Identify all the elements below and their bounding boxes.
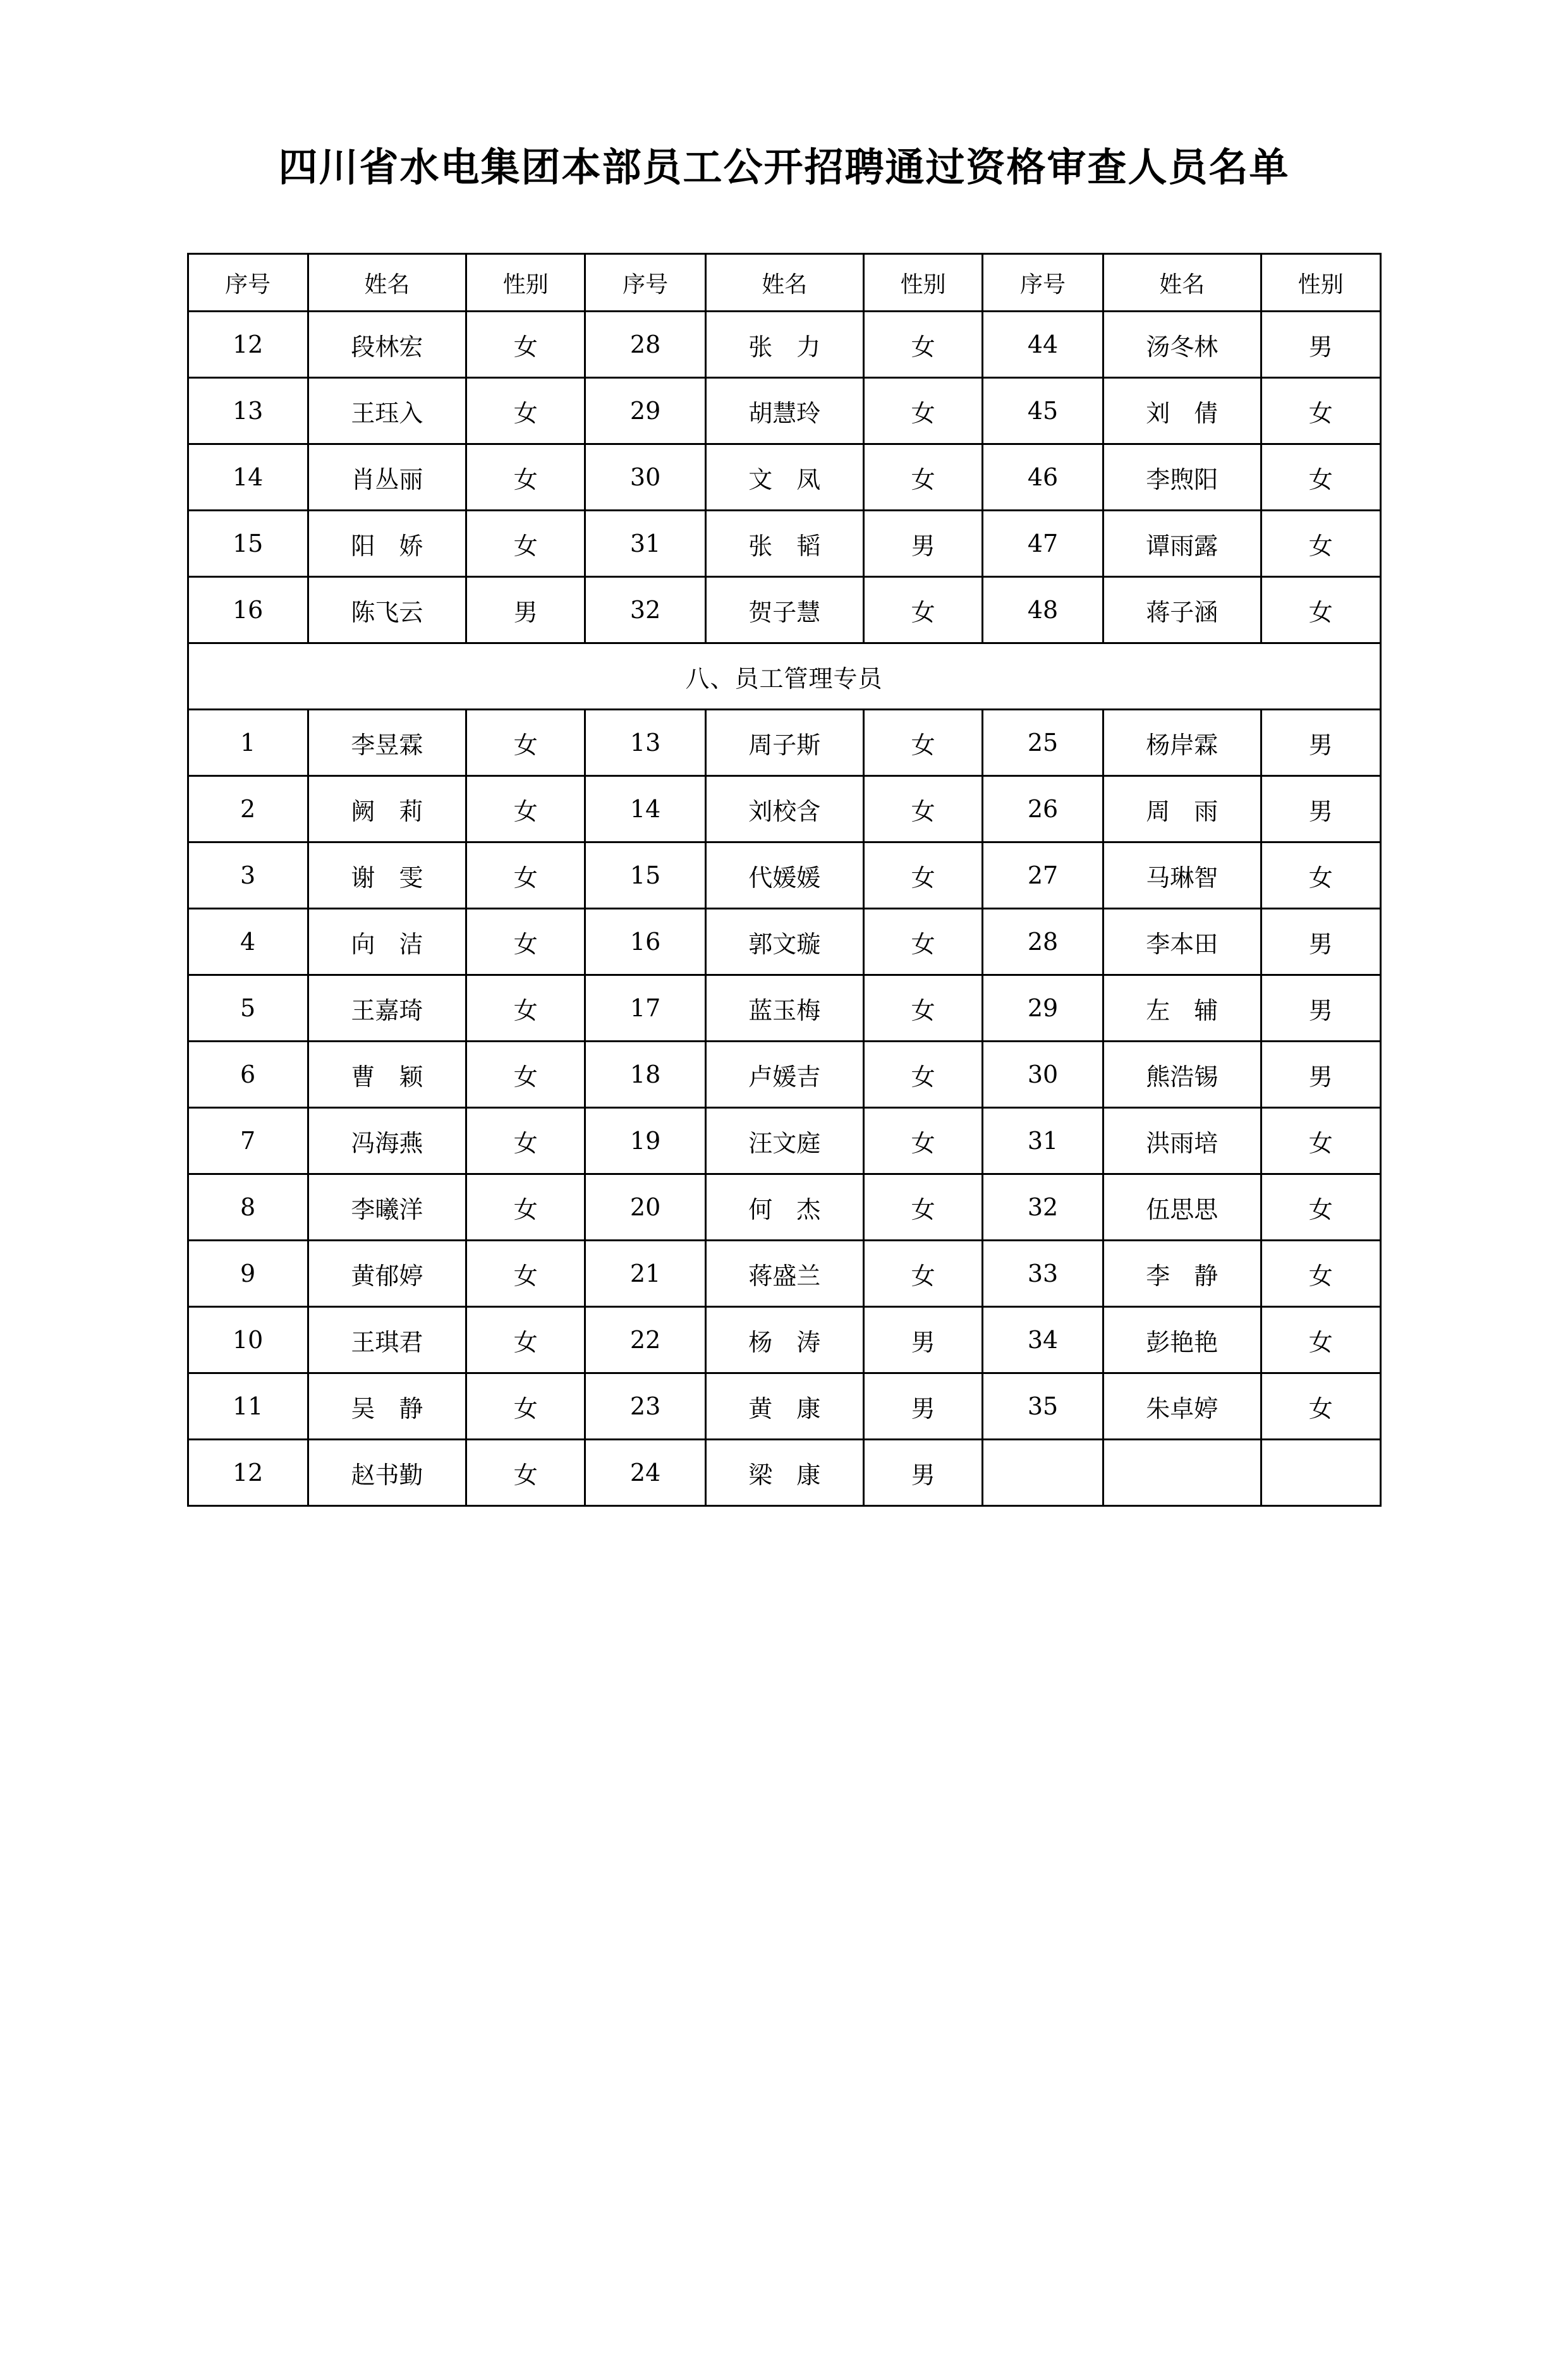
column-header-seq-1: 序号: [188, 254, 308, 312]
cell-sex: 女: [466, 1174, 585, 1241]
cell-sex: 女: [863, 577, 983, 643]
cell-sex: 女: [466, 378, 585, 444]
column-header-name-1: 姓名: [308, 254, 466, 312]
cell-seq: 25: [983, 710, 1103, 776]
table-row: [188, 511, 1380, 577]
cell-seq: 26: [983, 776, 1103, 842]
cell-seq: 16: [188, 577, 308, 643]
cell-name: 代媛媛: [705, 842, 863, 909]
cell-sex: 男: [863, 1440, 983, 1506]
cell-seq: 1: [188, 710, 308, 776]
cell-seq: 5: [188, 975, 308, 1042]
cell-seq: 28: [983, 909, 1103, 975]
cell-name: 何 杰: [705, 1174, 863, 1241]
cell-seq: 6: [188, 1042, 308, 1108]
cell-seq: 3: [188, 842, 308, 909]
cell-seq: 10: [188, 1307, 308, 1373]
cell-seq: 24: [585, 1440, 705, 1506]
cell-sex: 女: [863, 312, 983, 378]
cell-seq: 15: [188, 511, 308, 577]
cell-name: 黄郁婷: [308, 1241, 466, 1307]
cell-seq: 13: [188, 378, 308, 444]
table-row: [188, 975, 1380, 1042]
cell-name: 赵书勤: [308, 1440, 466, 1506]
cell-name: 刘 倩: [1103, 378, 1261, 444]
table-row: [188, 1108, 1380, 1174]
cell-name: 吴 静: [308, 1373, 466, 1440]
cell-sex: 女: [863, 444, 983, 511]
cell-name: 黄 康: [705, 1373, 863, 1440]
roster-table: [187, 253, 1382, 1507]
table-row: [188, 378, 1380, 444]
cell-sex: 女: [466, 1307, 585, 1373]
cell-sex: 女: [466, 1440, 585, 1506]
cell-seq: 30: [983, 1042, 1103, 1108]
cell-seq: 4: [188, 909, 308, 975]
cell-seq: 8: [188, 1174, 308, 1241]
cell-seq: 15: [585, 842, 705, 909]
cell-seq: 33: [983, 1241, 1103, 1307]
table-header: [188, 254, 1380, 312]
cell-sex: 女: [863, 1241, 983, 1307]
cell-sex: 男: [863, 1373, 983, 1440]
cell-name: 肖丛丽: [308, 444, 466, 511]
cell-name: 李煦阳: [1103, 444, 1261, 511]
cell-sex: 男: [1261, 1042, 1380, 1108]
cell-name: 陈飞云: [308, 577, 466, 643]
cell-sex: 女: [1261, 1241, 1380, 1307]
cell-name: 熊浩锡: [1103, 1042, 1261, 1108]
roster-table-container: [187, 253, 1382, 1507]
cell-sex: 女: [1261, 1108, 1380, 1174]
cell-name: 李曦洋: [308, 1174, 466, 1241]
cell-sex: 女: [466, 1373, 585, 1440]
column-header-seq-2: 序号: [585, 254, 705, 312]
cell-seq: 27: [983, 842, 1103, 909]
cell-sex: 男: [863, 511, 983, 577]
cell-name: 周 雨: [1103, 776, 1261, 842]
cell-sex: 女: [1261, 444, 1380, 511]
column-header-sex-1: 性别: [466, 254, 585, 312]
cell-sex: 女: [863, 776, 983, 842]
table-row: [188, 1440, 1380, 1506]
cell-sex: 女: [1261, 1174, 1380, 1241]
cell-seq: 17: [585, 975, 705, 1042]
cell-seq: 21: [585, 1241, 705, 1307]
cell-seq: 23: [585, 1373, 705, 1440]
table-row: [188, 312, 1380, 378]
cell-name-empty: [1103, 1440, 1261, 1506]
cell-name: 蓝玉梅: [705, 975, 863, 1042]
cell-seq: 12: [188, 1440, 308, 1506]
cell-name: 郭文璇: [705, 909, 863, 975]
cell-seq: 19: [585, 1108, 705, 1174]
cell-name: 贺子慧: [705, 577, 863, 643]
cell-name: 曹 颖: [308, 1042, 466, 1108]
cell-name: 杨岸霖: [1103, 710, 1261, 776]
cell-name: 卢媛吉: [705, 1042, 863, 1108]
cell-seq: 44: [983, 312, 1103, 378]
column-header-sex-3: 性别: [1261, 254, 1380, 312]
cell-seq: 9: [188, 1241, 308, 1307]
cell-sex: 女: [1261, 378, 1380, 444]
cell-sex: 女: [466, 1042, 585, 1108]
table-row: [188, 1042, 1380, 1108]
cell-name: 蒋盛兰: [705, 1241, 863, 1307]
cell-name: 阳 娇: [308, 511, 466, 577]
cell-name: 张 力: [705, 312, 863, 378]
cell-seq: 22: [585, 1307, 705, 1373]
cell-seq: 29: [585, 378, 705, 444]
cell-sex: 女: [1261, 842, 1380, 909]
cell-sex: 女: [863, 975, 983, 1042]
cell-sex: 女: [466, 975, 585, 1042]
column-header-name-3: 姓名: [1103, 254, 1261, 312]
cell-name: 李 静: [1103, 1241, 1261, 1307]
cell-seq: 34: [983, 1307, 1103, 1373]
cell-sex: 女: [863, 1174, 983, 1241]
table-row: [188, 909, 1380, 975]
table-row: [188, 776, 1380, 842]
column-header-sex-2: 性别: [863, 254, 983, 312]
cell-name: 李昱霖: [308, 710, 466, 776]
cell-seq: 12: [188, 312, 308, 378]
table-row: [188, 1241, 1380, 1307]
cell-seq: 48: [983, 577, 1103, 643]
cell-name: 杨 涛: [705, 1307, 863, 1373]
cell-name: 胡慧玲: [705, 378, 863, 444]
cell-name: 王嘉琦: [308, 975, 466, 1042]
cell-name: 汤冬林: [1103, 312, 1261, 378]
table-row: [188, 1307, 1380, 1373]
cell-sex: 男: [1261, 776, 1380, 842]
cell-sex: 女: [863, 842, 983, 909]
cell-sex: 女: [466, 909, 585, 975]
cell-seq: 32: [983, 1174, 1103, 1241]
cell-name: 文 凤: [705, 444, 863, 511]
column-header-seq-3: 序号: [983, 254, 1103, 312]
page-title: 四川省水电集团本部员工公开招聘通过资格审查人员名单: [278, 144, 1290, 190]
cell-sex: 男: [1261, 710, 1380, 776]
cell-name: 冯海燕: [308, 1108, 466, 1174]
cell-name: 彭艳艳: [1103, 1307, 1261, 1373]
table-row: [188, 577, 1380, 643]
cell-name: 朱卓婷: [1103, 1373, 1261, 1440]
cell-name: 向 洁: [308, 909, 466, 975]
cell-seq: 32: [585, 577, 705, 643]
cell-name: 王珏入: [308, 378, 466, 444]
cell-seq: 2: [188, 776, 308, 842]
cell-seq: 29: [983, 975, 1103, 1042]
cell-sex: 女: [466, 444, 585, 511]
cell-name: 王琪君: [308, 1307, 466, 1373]
cell-seq: 14: [188, 444, 308, 511]
cell-sex: 男: [863, 1307, 983, 1373]
cell-name: 段林宏: [308, 312, 466, 378]
table-row: [188, 1373, 1380, 1440]
table-row: [188, 710, 1380, 776]
cell-sex-empty: [1261, 1440, 1380, 1506]
cell-sex: 女: [863, 1108, 983, 1174]
cell-sex: 女: [466, 1108, 585, 1174]
cell-seq: 31: [585, 511, 705, 577]
cell-sex: 女: [863, 909, 983, 975]
document-page: [0, 136, 1568, 2353]
cell-seq: 31: [983, 1108, 1103, 1174]
table-header-row: [188, 254, 1380, 312]
cell-name: 谢 雯: [308, 842, 466, 909]
cell-name: 马琳智: [1103, 842, 1261, 909]
cell-name: 左 辅: [1103, 975, 1261, 1042]
table-row: [188, 444, 1380, 511]
cell-sex: 男: [1261, 975, 1380, 1042]
section-heading-row: [188, 643, 1380, 710]
cell-sex: 女: [863, 710, 983, 776]
cell-name: 阙 莉: [308, 776, 466, 842]
cell-sex: 女: [466, 776, 585, 842]
table-body: [188, 312, 1380, 1506]
cell-seq: 14: [585, 776, 705, 842]
cell-name: 张 韬: [705, 511, 863, 577]
cell-name: 蒋子涵: [1103, 577, 1261, 643]
cell-name: 周子斯: [705, 710, 863, 776]
cell-seq: 13: [585, 710, 705, 776]
cell-name: 李本田: [1103, 909, 1261, 975]
cell-seq: 16: [585, 909, 705, 975]
cell-seq: 46: [983, 444, 1103, 511]
cell-sex: 女: [466, 312, 585, 378]
cell-sex: 女: [1261, 577, 1380, 643]
cell-seq: 7: [188, 1108, 308, 1174]
cell-sex: 女: [863, 1042, 983, 1108]
cell-name: 梁 康: [705, 1440, 863, 1506]
column-header-name-2: 姓名: [705, 254, 863, 312]
cell-sex: 女: [1261, 1307, 1380, 1373]
cell-seq: 35: [983, 1373, 1103, 1440]
cell-sex: 女: [1261, 1373, 1380, 1440]
section-heading-label: 八、员工管理专员: [188, 643, 1380, 710]
cell-seq: 47: [983, 511, 1103, 577]
cell-name: 伍思思: [1103, 1174, 1261, 1241]
cell-sex: 女: [466, 1241, 585, 1307]
cell-name: 刘校含: [705, 776, 863, 842]
cell-name: 洪雨培: [1103, 1108, 1261, 1174]
cell-name: 谭雨露: [1103, 511, 1261, 577]
cell-sex: 女: [863, 378, 983, 444]
cell-sex: 男: [1261, 312, 1380, 378]
cell-sex: 男: [466, 577, 585, 643]
table-row: [188, 842, 1380, 909]
cell-seq: 28: [585, 312, 705, 378]
cell-seq: 11: [188, 1373, 308, 1440]
cell-sex: 男: [1261, 909, 1380, 975]
table-row: [188, 1174, 1380, 1241]
cell-sex: 女: [466, 511, 585, 577]
cell-seq: 18: [585, 1042, 705, 1108]
cell-seq-empty: [983, 1440, 1103, 1506]
cell-seq: 30: [585, 444, 705, 511]
cell-sex: 女: [1261, 511, 1380, 577]
cell-name: 汪文庭: [705, 1108, 863, 1174]
cell-seq: 20: [585, 1174, 705, 1241]
cell-sex: 女: [466, 710, 585, 776]
cell-sex: 女: [466, 842, 585, 909]
cell-seq: 45: [983, 378, 1103, 444]
